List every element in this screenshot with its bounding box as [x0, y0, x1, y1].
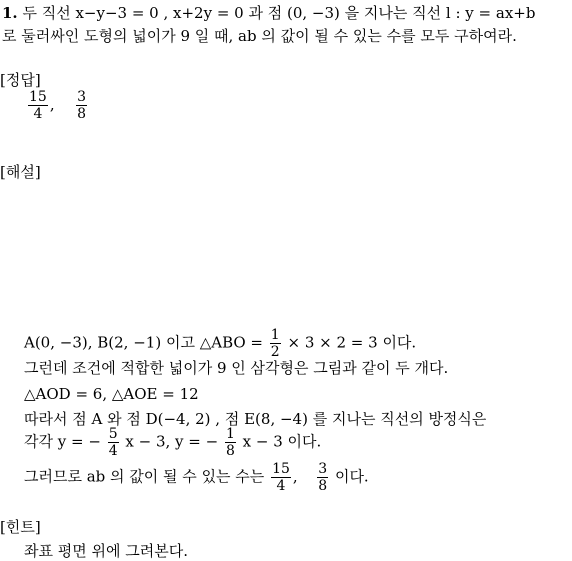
- solution-text: 이다.: [334, 467, 369, 486]
- solution-fraction: [271, 462, 291, 493]
- fraction-numerator: 15: [29, 89, 47, 105]
- fraction-numerator: 1: [270, 327, 280, 343]
- solution-text: x − 3 이다.: [242, 432, 322, 451]
- answer-fraction-2: [76, 90, 87, 121]
- problem-line-1: [2, 4, 535, 22]
- solution-line-3: △AOD = 6, △AOE = 12: [24, 385, 199, 403]
- solution-line-2: 그런데 조건에 적합한 넓이가 9 인 삼각형은 그림과 같이 두 개다.: [24, 359, 449, 377]
- fraction-numerator: 15: [272, 461, 290, 477]
- fraction-numerator: 5: [108, 426, 118, 442]
- solution-text: A(0, −3), B(2, −1) 이고 △ABO =: [24, 333, 264, 352]
- answer-fraction-1: [28, 90, 48, 121]
- solution-label: [해설]: [0, 163, 41, 181]
- fraction-denominator: 4: [276, 478, 286, 494]
- solution-line-1: [24, 328, 416, 359]
- hint-text: 좌표 평면 위에 그려본다.: [24, 542, 188, 560]
- solution-text: 각각 y = −: [24, 432, 101, 451]
- fraction-denominator: 4: [33, 106, 43, 122]
- solution-fraction: [108, 427, 119, 458]
- solution-text: x − 3, y = −: [125, 432, 219, 451]
- fraction-numerator: 3: [77, 89, 87, 105]
- problem-text-2: 로 둘러싸인 도형의 넓이가 9 일 때, ab 의 값이 될 수 있는 수를 모두 구하여라.: [2, 27, 517, 45]
- problem-line-2: [2, 27, 517, 45]
- solution-line-4: 따라서 점 A 와 점 D(−4, 2) , 점 E(8, −4) 를 지나는 직선의 방정식은: [24, 410, 487, 428]
- solution-text: × 3 × 2 = 3 이다.: [287, 333, 417, 352]
- answer-values: [26, 90, 89, 121]
- solution-fraction: [317, 462, 328, 493]
- answer-label: [정답]: [0, 71, 41, 89]
- solution-fraction: [225, 427, 236, 458]
- fraction-denominator: 8: [225, 443, 235, 459]
- solution-separator: ,: [292, 467, 298, 486]
- problem-number: 1.: [2, 4, 18, 22]
- fraction-denominator: 2: [270, 344, 280, 360]
- problem-text-1: 두 직선 x−y−3 = 0 , x+2y = 0 과 점 (0, −3) 을 지나는 직선 l : y = ax+b: [22, 4, 536, 22]
- solution-fraction: [270, 328, 281, 359]
- fraction-denominator: 8: [318, 478, 328, 494]
- solution-text: 그러므로 ab 의 값이 될 수 있는 수는: [24, 467, 265, 486]
- fraction-denominator: 8: [77, 106, 87, 122]
- fraction-numerator: 1: [225, 426, 235, 442]
- solution-line-6: [24, 462, 369, 493]
- figure-area: [30, 190, 530, 310]
- solution-line-5: [24, 427, 321, 458]
- hint-label: [힌트]: [0, 518, 41, 536]
- fraction-denominator: 4: [108, 443, 118, 459]
- fraction-numerator: 3: [318, 461, 328, 477]
- answer-separator: ,: [49, 95, 55, 114]
